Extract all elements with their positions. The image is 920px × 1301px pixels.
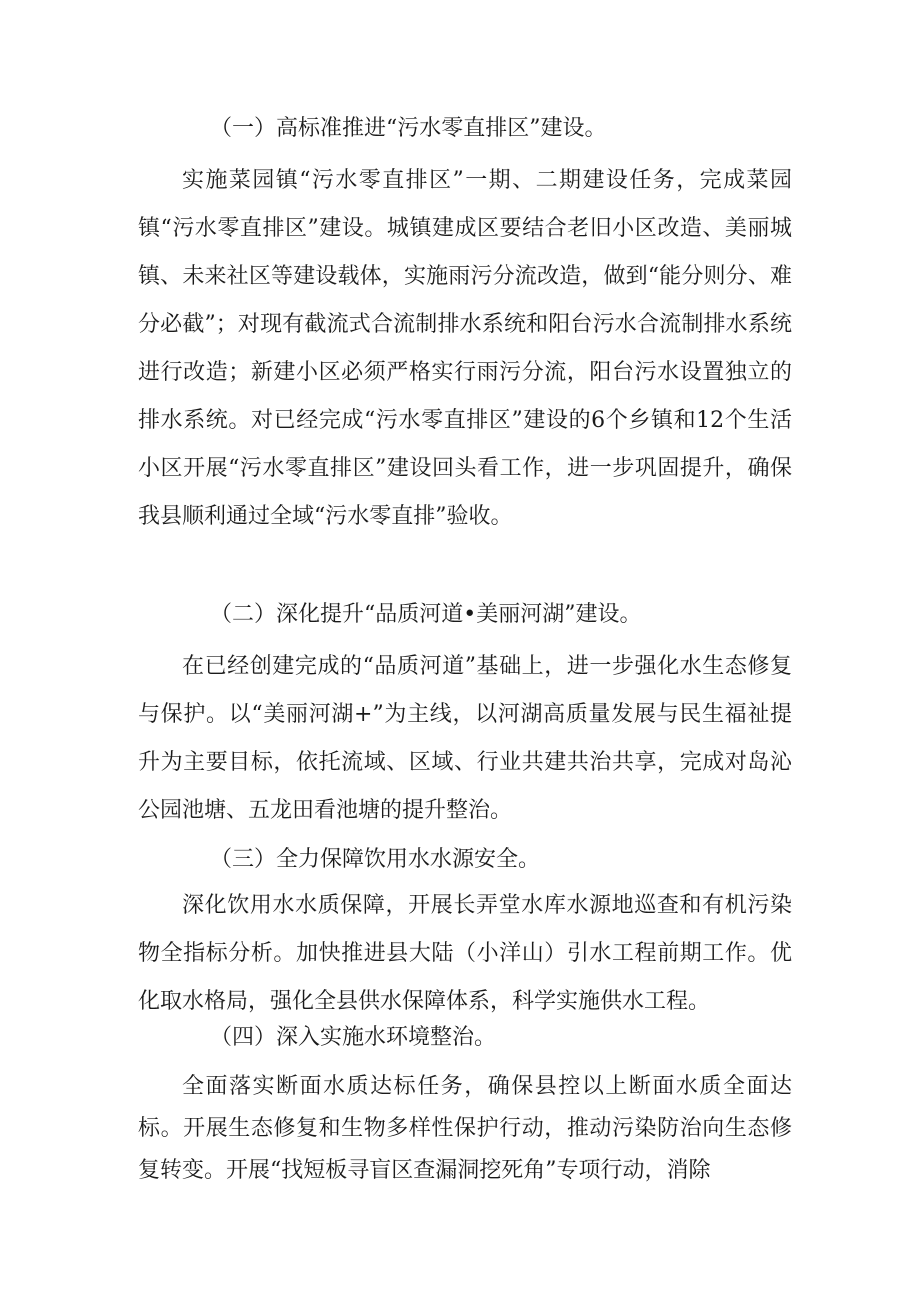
section-2-heading: （二）深化提升“品质河道•美丽河湖”建设。 (210, 602, 642, 627)
section-4-body: 全面落实断面水质达标任务，确保县控以上断面水质全面达标。开展生态修复和生物多样性保护行动，推动污染防治向生态修复转变。开展“找短板寻盲区查漏洞挖死角”专项行动，消除 (138, 1074, 792, 1183)
section-4-heading: （四）深入实施水环境整治。 (210, 1025, 497, 1050)
section-2-body: 在已经创建完成的“品质河道”基础上，进一步强化水生态修复与保护。以“美丽河湖+”为主线，以河湖高质量发展与民生福祉提升为主要目标，依托流域、区域、行业共建共治共享，完成对岛沁公园池塘、五龙田看池塘的提升整治。 (138, 654, 792, 823)
section-1-body: 实施菜园镇“污水零直排区”一期、二期建设任务，完成菜园镇“污水零直排区”建设。城镇建成区要结合老旧小区改造、美丽城镇、未来社区等建设载体，实施雨污分流改造，做到“能分则分、难分必截”；对现有截流式合流制排水系统和阳台污水合流制排水系统进行改造；新建小区必须严格实行雨污分流，阳台污水设置独立的排水系统。对已经完成“污水零直排区”建设的6个乡镇和12个生活小区开展“污水零直排区”建设回头看工作，进一步巩固提升，确保我县顺利通过全域“污水零直排”验收。 (138, 168, 792, 529)
section-3-body: 深化饮用水水质保障，开展长弄堂水库水源地巡查和有机污染物全指标分析。加快推进县大陆（小洋山）引水工程前期工作。优化取水格局，强化全县供水保障体系，科学实施供水工程。 (138, 893, 792, 1014)
section-1-heading: （一）高标准推进“污水零直排区”建设。 (210, 116, 607, 141)
section-3-heading: （三）全力保障饮用水水源安全。 (210, 847, 541, 872)
